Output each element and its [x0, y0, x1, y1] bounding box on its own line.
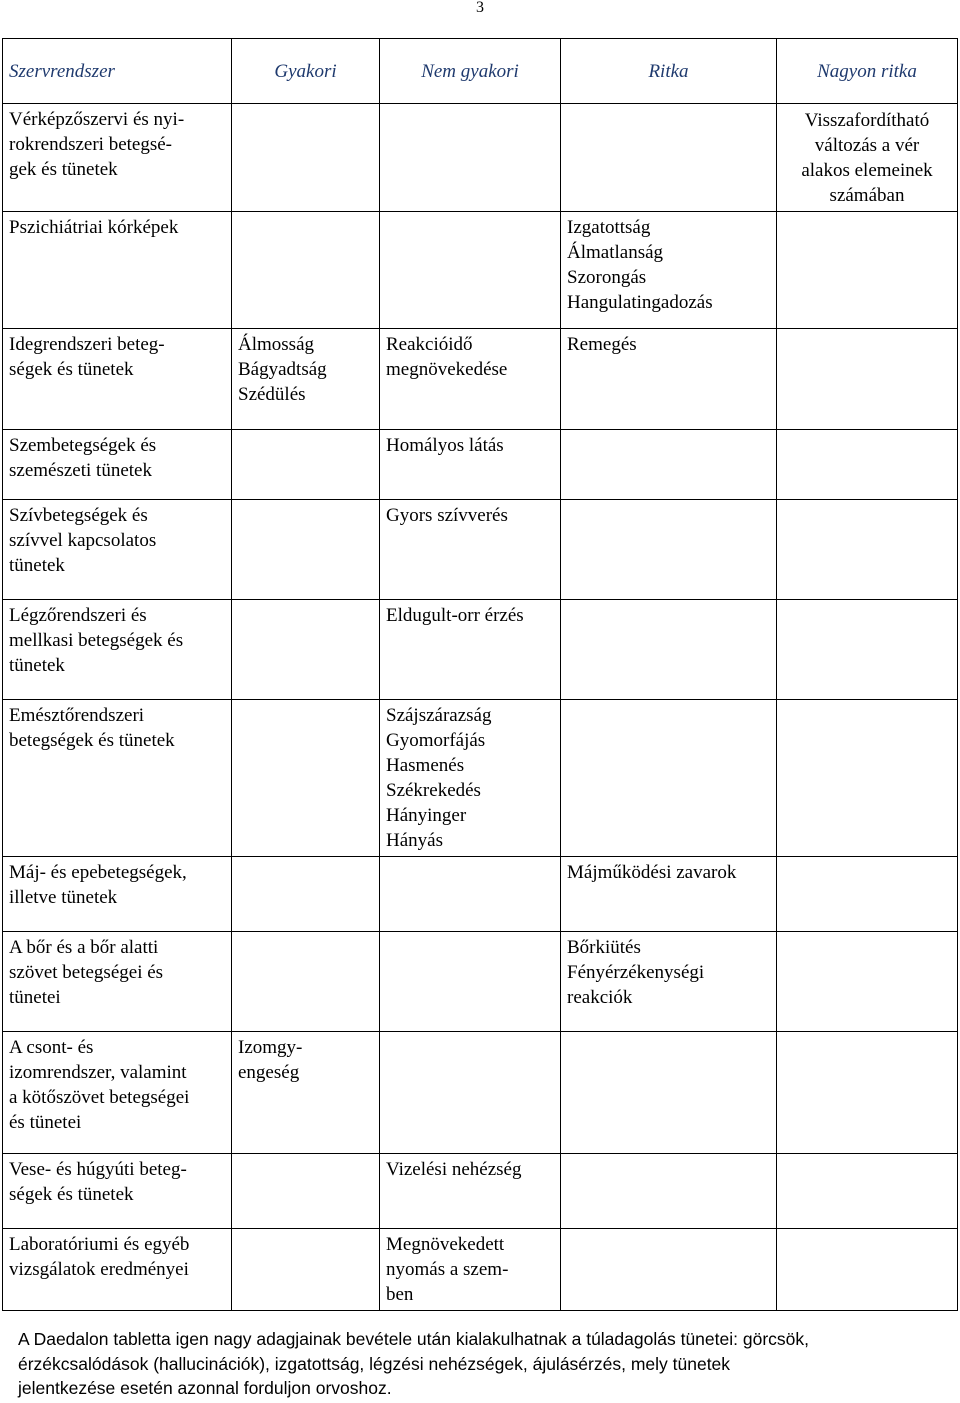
table-row: [3, 932, 958, 1032]
cell-line: Idegrendszeri beteg-: [9, 334, 165, 355]
system-cell: [3, 1154, 232, 1229]
table-row: [3, 430, 958, 500]
cell-line: Homályos látás: [386, 435, 504, 456]
cell-line: betegségek és tünetek: [9, 730, 175, 751]
system-cell: [3, 700, 232, 857]
cell-line: Reakcióidő: [386, 334, 473, 355]
very-rare-cell: [777, 104, 958, 212]
rare-cell: [561, 600, 777, 700]
system-cell: [3, 857, 232, 932]
common-cell: [232, 1154, 380, 1229]
cell-line: Szájszárazság: [386, 705, 492, 726]
cell-line: rokrendszeri betegsé-: [9, 134, 173, 155]
cell-line: Szembetegségek és: [9, 435, 157, 456]
common-cell: [232, 600, 380, 700]
cell-line: és tünetei: [9, 1112, 82, 1133]
common-cell: [232, 430, 380, 500]
uncommon-cell: [380, 857, 561, 932]
common-cell: [232, 1032, 380, 1154]
very-rare-cell: [777, 600, 958, 700]
cell-line: Májműködési zavarok: [567, 862, 737, 883]
cell-line: Emésztőrendszeri: [9, 705, 145, 726]
very-rare-cell: [777, 329, 958, 430]
very-rare-cell: [777, 500, 958, 600]
table-row: [3, 212, 958, 329]
cell-line: illetve tünetek: [9, 887, 118, 908]
header-uncommon: Nem gyakori: [380, 39, 561, 104]
cell-line: tünetek: [9, 555, 65, 576]
very-rare-cell: [777, 212, 958, 329]
cell-line: szemészeti tünetek: [9, 460, 152, 481]
rare-cell: [561, 857, 777, 932]
header-rare: Ritka: [561, 39, 777, 104]
table-row: [3, 857, 958, 932]
header-system: Szervrendszer: [3, 39, 232, 104]
cell-line: ségek és tünetek: [9, 359, 134, 380]
rare-cell: [561, 1229, 777, 1311]
header-very-rare: Nagyon ritka: [777, 39, 958, 104]
common-cell: [232, 1229, 380, 1311]
uncommon-cell: [380, 700, 561, 857]
uncommon-cell: [380, 500, 561, 600]
table-row: [3, 1032, 958, 1154]
cell-line: ségek és tünetek: [9, 1184, 134, 1205]
cell-line: Vizelési nehézség: [386, 1159, 522, 1180]
cell-line: engeség: [238, 1062, 300, 1083]
cell-line: alakos elemeinek: [801, 160, 933, 181]
rare-cell: [561, 1154, 777, 1229]
rare-cell: [561, 932, 777, 1032]
table-row: [3, 104, 958, 212]
common-cell: [232, 857, 380, 932]
system-cell: [3, 104, 232, 212]
cell-line: Hangulatingadozás: [567, 292, 713, 313]
very-rare-cell: [777, 857, 958, 932]
very-rare-cell: [777, 430, 958, 500]
very-rare-cell: [777, 1032, 958, 1154]
cell-line: Visszafordítható: [804, 110, 930, 131]
cell-line: Álmosság: [238, 334, 314, 355]
system-cell: [3, 212, 232, 329]
uncommon-cell: [380, 1032, 561, 1154]
table-header-row: [3, 39, 958, 104]
cell-line: Gyomorfájás: [386, 730, 486, 751]
cell-line: Vese- és húgyúti beteg-: [9, 1159, 187, 1180]
rare-cell: [561, 104, 777, 212]
rare-cell: [561, 700, 777, 857]
very-rare-cell: [777, 700, 958, 857]
cell-line: Hányinger: [386, 805, 467, 826]
rare-cell: [561, 500, 777, 600]
cell-line: Bőrkiütés: [567, 937, 641, 958]
table-row: [3, 600, 958, 700]
common-cell: [232, 104, 380, 212]
common-cell: [232, 329, 380, 430]
cell-line: Vérképzőszervi és nyi-: [9, 109, 185, 130]
rare-cell: [561, 212, 777, 329]
uncommon-cell: [380, 1229, 561, 1311]
cell-line: nyomás a szem-: [386, 1259, 509, 1280]
cell-line: tünetei: [9, 987, 61, 1008]
cell-line: Álmatlanság: [567, 242, 664, 263]
cell-line: vizsgálatok eredményei: [9, 1259, 189, 1280]
cell-line: Gyors szívverés: [386, 505, 508, 526]
uncommon-cell: [380, 104, 561, 212]
cell-line: Székrekedés: [386, 780, 481, 801]
note-line: A Daedalon tabletta igen nagy adagjainak bevétele után kialakulhatnak a túladagolás tünetei: görcsök,: [18, 1329, 809, 1349]
cell-line: A bőr és a bőr alatti: [9, 937, 159, 958]
system-cell: [3, 1229, 232, 1311]
cell-line: szövet betegségei és: [9, 962, 164, 983]
rare-cell: [561, 329, 777, 430]
cell-line: Szorongás: [567, 267, 647, 288]
rare-cell: [561, 1032, 777, 1154]
system-cell: [3, 500, 232, 600]
table-row: [3, 329, 958, 430]
very-rare-cell: [777, 1154, 958, 1229]
note-line: érzékcsalódások (hallucinációk), izgatottság, légzési nehézségek, ájulásérzés, mely tünetek: [18, 1353, 731, 1374]
cell-line: megnövekedése: [386, 359, 508, 380]
cell-line: Légzőrendszeri és: [9, 605, 147, 626]
cell-line: számában: [829, 185, 905, 206]
system-cell: [3, 329, 232, 430]
table-row: [3, 1154, 958, 1229]
rare-cell: [561, 430, 777, 500]
common-cell: [232, 932, 380, 1032]
uncommon-cell: [380, 212, 561, 329]
common-cell: [232, 212, 380, 329]
uncommon-cell: [380, 600, 561, 700]
very-rare-cell: [777, 932, 958, 1032]
system-cell: [3, 600, 232, 700]
cell-line: a kötőszövet betegségei: [9, 1087, 190, 1108]
side-effects-table: [2, 38, 958, 1311]
cell-line: Szívbetegségek és: [9, 505, 148, 526]
cell-line: ben: [386, 1284, 414, 1305]
system-cell: [3, 932, 232, 1032]
cell-line: Izomgy-: [238, 1037, 303, 1058]
table-row: [3, 500, 958, 600]
table-row: [3, 1229, 958, 1311]
cell-line: Szédülés: [238, 384, 306, 405]
cell-line: Pszichiátriai kórképek: [9, 217, 179, 238]
cell-line: Remegés: [567, 334, 637, 355]
common-cell: [232, 700, 380, 857]
cell-line: Fényérzékenységi: [567, 962, 705, 983]
system-cell: [3, 1032, 232, 1154]
overdose-note: [18, 1327, 948, 1401]
cell-line: gek és tünetek: [9, 159, 118, 180]
cell-line: Megnövekedett: [386, 1234, 505, 1255]
cell-line: szívvel kapcsolatos: [9, 530, 157, 551]
uncommon-cell: [380, 430, 561, 500]
cell-line: Hányás: [386, 830, 443, 851]
table-row: [3, 700, 958, 857]
note-line: jelentkezése esetén azonnal forduljon orvoshoz.: [18, 1378, 392, 1398]
cell-line: Hasmenés: [386, 755, 465, 776]
page-number: 3: [476, 0, 484, 16]
very-rare-cell: [777, 1229, 958, 1311]
cell-line: A csont- és: [9, 1037, 94, 1058]
header-common: Gyakori: [232, 39, 380, 104]
cell-line: Máj- és epebetegségek,: [9, 862, 187, 883]
system-cell: [3, 430, 232, 500]
cell-line: reakciók: [567, 987, 633, 1008]
cell-line: izomrendszer, valamint: [9, 1062, 187, 1083]
cell-line: Laboratóriumi és egyéb: [9, 1234, 190, 1255]
cell-line: mellkasi betegségek és: [9, 630, 184, 651]
uncommon-cell: [380, 329, 561, 430]
uncommon-cell: [380, 1154, 561, 1229]
table-body: [3, 104, 958, 1311]
common-cell: [232, 500, 380, 600]
cell-line: változás a vér: [814, 135, 920, 156]
cell-line: Izgatottság: [567, 217, 651, 238]
uncommon-cell: [380, 932, 561, 1032]
cell-line: tünetek: [9, 655, 65, 676]
cell-line: Eldugult-orr érzés: [386, 605, 524, 626]
cell-line: Bágyadtság: [238, 359, 327, 380]
